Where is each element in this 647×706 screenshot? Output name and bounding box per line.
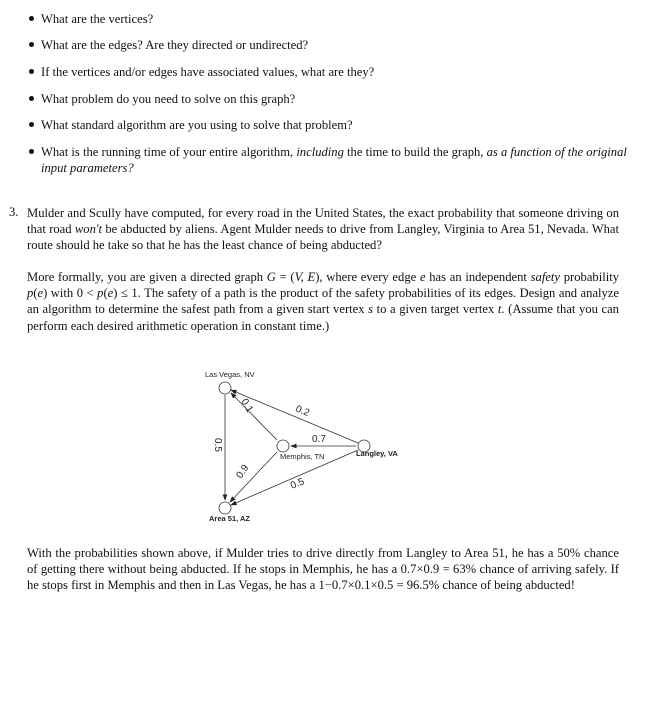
edge-langley-lasvegas	[231, 390, 358, 443]
text-segment: the time to build the graph,	[343, 145, 487, 159]
weight-lasvegas-area51: 0.5	[212, 438, 223, 452]
label-area51: Area 51, AZ	[209, 514, 250, 523]
weight-memphis-lasvegas: 0.1	[238, 397, 255, 415]
text-segment: What are the vertices?	[41, 12, 154, 26]
text-segment: Mulder and Scully have computed, for every road in the United States, the exact probability that someone driving on that road	[27, 206, 619, 237]
text-segment: (	[33, 286, 38, 301]
text-segment: won't	[74, 222, 103, 237]
label-las-vegas: Las Vegas, NV	[205, 370, 255, 379]
text-segment: ) ≤ 1. The safety of a path is the product of the safety probabilities of its edges. Design and analyze an algorithm to determine the safest path from a given start vertex	[27, 286, 620, 317]
bullet-item	[41, 117, 631, 133]
text-segment: p	[97, 286, 104, 301]
weight-langley-lasvegas: 0.2	[293, 403, 311, 419]
node-las-vegas	[219, 382, 231, 394]
text-segment: probability	[560, 270, 619, 284]
text-segment: What problem do you need to solve on this graph?	[41, 92, 296, 106]
text-segment: p	[27, 286, 34, 301]
bullet-item	[41, 64, 631, 80]
bullet-icon	[29, 96, 34, 101]
bullet-icon	[29, 42, 34, 47]
bullet-item	[41, 11, 631, 27]
text-segment: t	[497, 302, 502, 317]
problem-number: 3.	[9, 205, 19, 219]
text-segment: What are the edges? Are they directed or undirected?	[41, 38, 309, 52]
bullet-icon	[29, 149, 34, 154]
text-segment: e	[37, 286, 44, 301]
text-segment: More formally, you are given a directed graph	[27, 270, 267, 284]
bullet-item	[41, 37, 631, 53]
formal-statement	[27, 269, 619, 334]
bullet-icon	[29, 16, 34, 21]
bullet-item	[41, 144, 631, 176]
text-segment: . (Assume that you can perform each desired arithmetic operation in constant time.)	[27, 302, 619, 333]
node-memphis	[277, 440, 289, 452]
bullet-item	[41, 91, 631, 107]
text-segment: s	[368, 302, 374, 317]
text-segment: e	[419, 270, 426, 284]
text-segment: If the vertices and/or edges have associated values, what are they?	[41, 65, 375, 79]
bullet-icon	[29, 69, 34, 74]
text-segment: = (	[275, 270, 295, 284]
edge-memphis-lasvegas	[231, 393, 277, 440]
text-segment: G	[266, 270, 276, 284]
label-memphis: Memphis, TN	[280, 452, 325, 461]
text-segment: as a function of the original input parameters?	[41, 145, 627, 175]
label-langley: Langley, VA	[356, 449, 398, 458]
bullet-icon	[29, 122, 34, 127]
text-segment: What is the running time of your entire algorithm,	[41, 145, 297, 159]
text-segment: ), where every edge	[315, 270, 420, 284]
text-segment: ) with 0 <	[43, 286, 98, 301]
problem-statement	[27, 205, 619, 254]
weight-langley-area51: 0.5	[289, 476, 307, 492]
node-area51	[219, 502, 231, 514]
weight-langley-memphis: 0.7	[312, 434, 326, 445]
text-segment: What standard algorithm are you using to solve that problem?	[41, 118, 353, 132]
text-segment: V, E	[294, 270, 316, 284]
text-segment: to a given target vertex	[373, 302, 498, 317]
text-segment: With the probabilities shown above, if Mulder tries to drive directly from Langley to Area 51, he has a 50% chance of getting there without being abducted. If he stops in Memphis, he has a 0.7×0.9 = 63% chance of arriving safely. If he stops first in Memphis and then in Las Vegas, he has a 1−0.7×0.1×0.5 = 96.5% chance of being abducted!	[27, 546, 619, 593]
text-segment: safety	[530, 270, 561, 284]
text-segment: be abducted by aliens. Agent Mulder needs to drive from Langley, Virginia to Area 51, Nevada. What route should he take so that he has the least chance of being abducted?	[27, 222, 619, 253]
weight-memphis-area51: 0.9	[234, 463, 252, 481]
example-explanation	[27, 545, 619, 594]
text-segment: including	[296, 145, 344, 159]
graph-diagram	[195, 365, 425, 530]
text-segment: e	[107, 286, 114, 301]
text-segment: (	[103, 286, 108, 301]
text-segment: has an independent	[425, 270, 531, 284]
